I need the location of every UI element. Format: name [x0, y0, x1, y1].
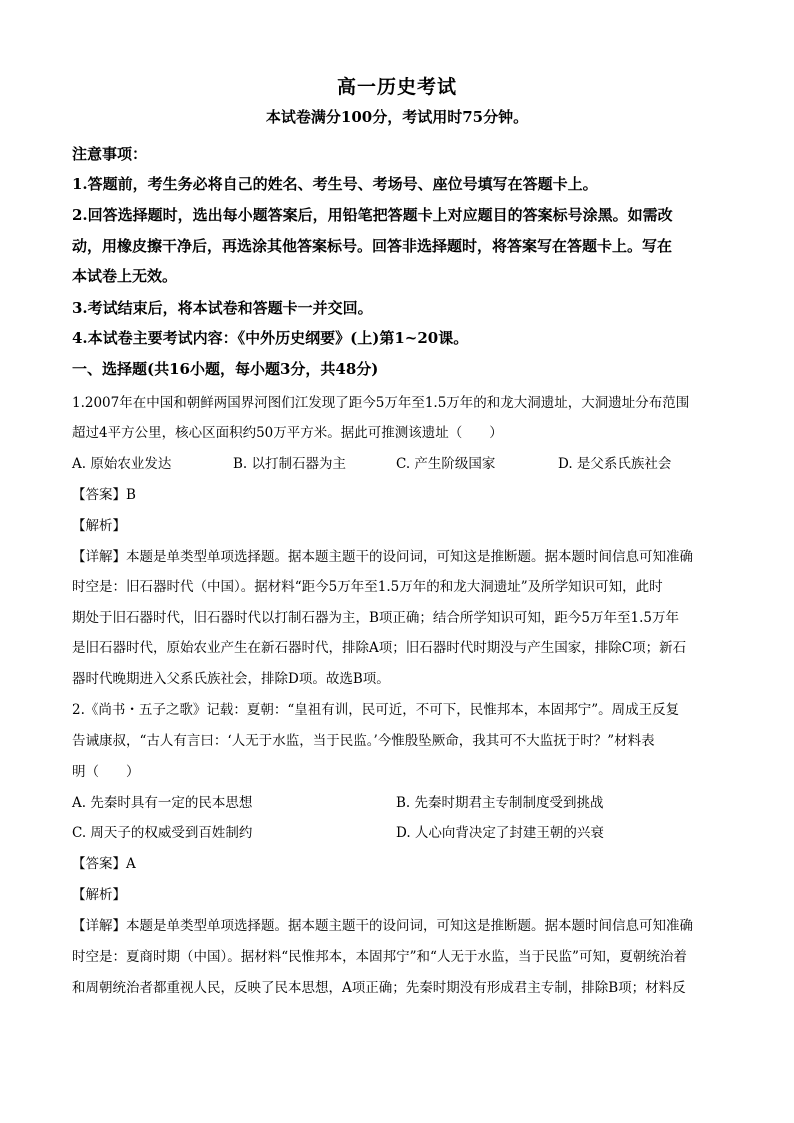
explanation-line: 时空是：旧石器时代（中国）。据材料“距今5万年至1.5万年的和龙大洞遗址”及所学知识可知，此时	[72, 579, 663, 595]
option-b: B. 以打制石器为主	[233, 456, 347, 472]
section-heading: 一、选择题(共16小题，每小题3分，共48分)	[72, 360, 379, 378]
answer-value: B	[126, 487, 136, 503]
option-d: D. 是父系氏族社会	[558, 456, 672, 472]
notice-item: 3.考试结束后，将本试卷和答题卡一并交回。	[72, 299, 373, 317]
notice-item: 动，用橡皮擦干净后，再选涂其他答案标号。回答非选择题时，将答案写在答题卡上。写在	[72, 237, 673, 255]
option-c: C. 产生阶级国家	[396, 456, 496, 472]
notice-item: 1.答题前，考生务必将自己的姓名、考生号、考场号、座位号填写在答题卡上。	[72, 175, 598, 193]
answer-label: 【答案】	[72, 487, 126, 503]
option-b: B. 先秦时期君主专制制度受到挑战	[396, 795, 604, 811]
option-d: D. 人心向背决定了封建王朝的兴衰	[396, 825, 604, 841]
answer-label: 【答案】	[72, 856, 126, 872]
notice-item: 本试卷上无效。	[72, 267, 178, 285]
page-title: 高一历史考试	[336, 76, 457, 98]
explanation-line: 【详解】本题是单类型单项选择题。据本题主题干的设问词，可知这是推断题。据本题时间信息可知准确	[72, 549, 693, 565]
notice-item: 2.回答选择题时，选出每小题答案后，用铅笔把答题卡上对应题目的答案标号涂黑。如需改	[72, 206, 673, 224]
option-a: A. 先秦时具有一定的民本思想	[72, 795, 253, 811]
explanation-line: 是旧石器时代，原始农业产生在新石器时代，排除A项；旧石器时代时期没与产生国家，排除C项；新石	[72, 640, 687, 656]
explanation-line: 器时代晚期进入父系氏族社会，排除D项。故选B项。	[72, 671, 390, 687]
analysis-label: 【解析】	[72, 518, 126, 534]
question-stem: 告诫康叔，“古人有言曰：‘人无于水监，当于民监。’今惟殷坠厥命，我其可不大监抚于时？”材料表	[72, 733, 655, 749]
question-stem: 2.《尚书・五子之歌》记载：夏朝：“皇祖有训，民可近，不可下，民惟邦本，本固邦宁”。周成王反复	[72, 702, 680, 718]
analysis-label: 【解析】	[72, 887, 126, 903]
notice-heading: 注意事项：	[72, 145, 148, 163]
answer-line	[72, 852, 136, 872]
explanation-line: 和周朝统治者都重视人民，反映了民本思想，A项正确；先秦时期没有形成君主专制，排除B项；材料反	[72, 980, 686, 996]
page-subtitle: 本试卷满分100分，考试用时75分钟。	[265, 108, 529, 126]
explanation-line: 时空是：夏商时期（中国）。据材料“民惟邦本，本固邦宁”和“人无于水监，当于民监”可知，夏朝统治着	[72, 949, 687, 965]
option-a: A. 原始农业发达	[72, 456, 172, 472]
answer-line	[72, 483, 136, 503]
notice-item: 4.本试卷主要考试内容：《中外历史纲要》(上)第1~20课。	[72, 329, 469, 347]
option-c: C. 周天子的权威受到百姓制约	[72, 825, 253, 841]
answer-value: A	[126, 856, 136, 872]
question-stem: 明（ ）	[72, 764, 140, 780]
explanation-line: 期处于旧石器时代，旧石器时代以打制石器为主，B项正确；结合所学知识可知，距今5万年至1.5万年	[72, 610, 679, 626]
question-stem: 超过4平方公里，核心区面积约50万平方米。据此可推测该遗址（ ）	[72, 425, 503, 441]
question-stem: 1.2007年在中国和朝鲜两国界河图们江发现了距今5万年至1.5万年的和龙大洞遗址，大洞遗址分布范围	[72, 395, 690, 411]
explanation-line: 【详解】本题是单类型单项选择题。据本题主题干的设问词，可知这是推断题。据本题时间信息可知准确	[72, 918, 693, 934]
